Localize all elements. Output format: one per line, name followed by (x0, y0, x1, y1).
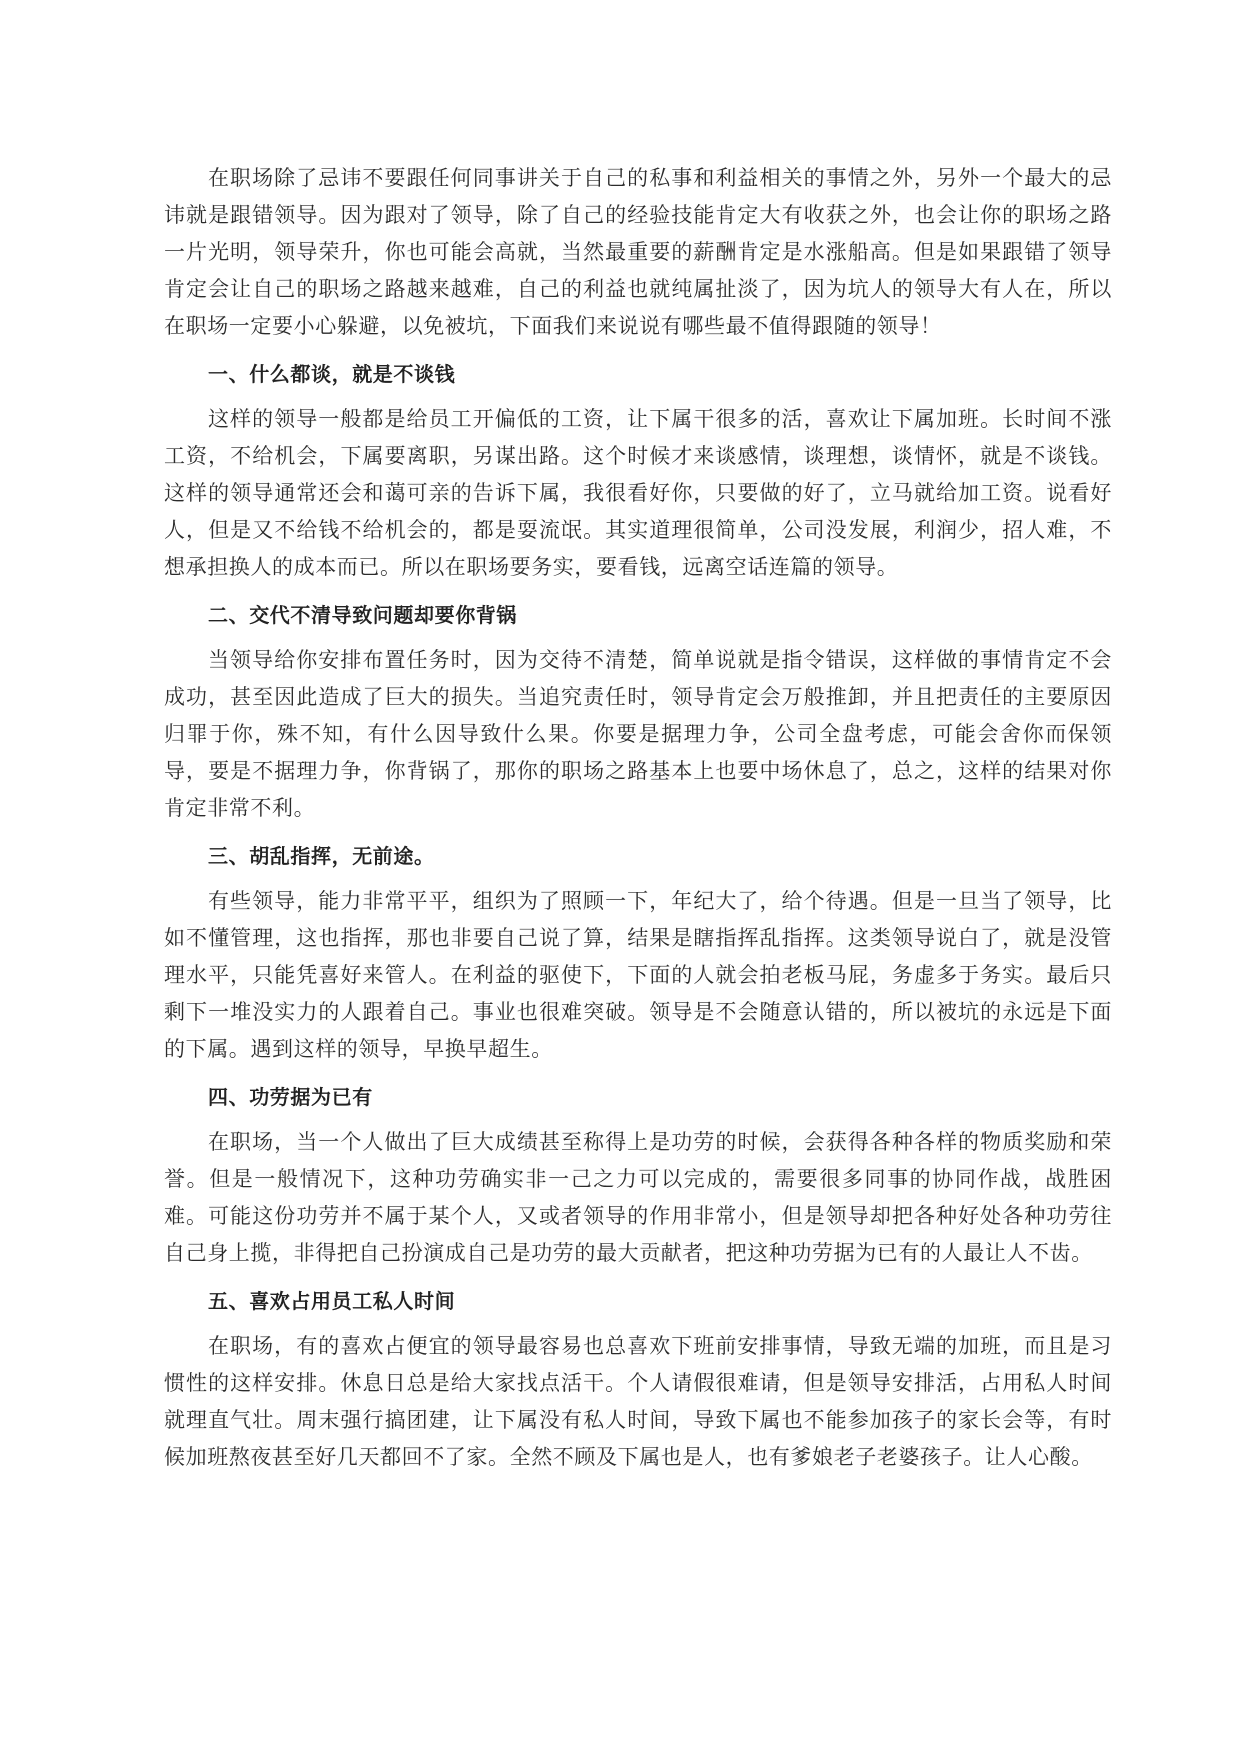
section-paragraph-5: 在职场，有的喜欢占便宜的领导最容易也总喜欢下班前安排事情，导致无端的加班，而且是习惯性的这样安排。休息日总是给大家找点活干。个人请假很难请，但是领导安排活，占用私人时间就理直气壮。周末强行搞团建，让下属没有私人时间，导致下属也不能参加孩子的家长会等，有时候加班熬夜甚至好几天都回不了家。全然不顾及下属也是人，也有爹娘老子老婆孩子。让人心酸。 (164, 1334, 1112, 1469)
section-heading-3: 三、胡乱指挥，无前途。 (208, 844, 435, 868)
article-body (164, 160, 1112, 1488)
intro-paragraph: 在职场除了忌讳不要跟任何同事讲关于自己的私事和利益相关的事情之外，另外一个最大的忌讳就是跟错领导。因为跟对了领导，除了自己的经验技能肯定大有收获之外，也会让你的职场之路一片光明，领导荣升，你也可能会高就，当然最重要的薪酬肯定是水涨船高。但是如果跟错了领导肯定会让自己的职场之路越来越难，自己的利益也就纯属扯淡了，因为坑人的领导大有人在，所以在职场一定要小心躲避，以免被坑，下面我们来说说有哪些最不值得跟随的领导！ (164, 166, 1112, 338)
section-heading-5: 五、喜欢占用员工私人时间 (208, 1289, 456, 1313)
section-paragraph-1: 这样的领导一般都是给员工开偏低的工资，让下属干很多的活，喜欢让下属加班。长时间不涨工资，不给机会，下属要离职，另谋出路。这个时候才来谈感情，谈理想，谈情怀，就是不谈钱。这样的领导通常还会和蔼可亲的告诉下属，我很看好你，只要做的好了，立马就给加工资。说看好人，但是又不给钱不给机会的，都是耍流氓。其实道理很简单，公司没发展，利润少，招人难，不想承担换人的成本而已。所以在职场要务实，要看钱，远离空话连篇的领导。 (164, 407, 1112, 579)
section-paragraph-4: 在职场，当一个人做出了巨大成绩甚至称得上是功劳的时候，会获得各种各样的物质奖励和荣誉。但是一般情况下，这种功劳确实非一己之力可以完成的，需要很多同事的协同作战，战胜困难。可能这份功劳并不属于某个人，又或者领导的作用非常小，但是领导却把各种好处各种功劳往自己身上揽，非得把自己扮演成自己是功劳的最大贡献者，把这种功劳据为已有的人最让人不齿。 (164, 1130, 1112, 1265)
section-heading-4: 四、功劳据为已有 (208, 1085, 373, 1109)
section-heading-2: 二、交代不清导致问题却要你背锅 (208, 603, 517, 627)
section-paragraph-2: 当领导给你安排布置任务时，因为交待不清楚，简单说就是指令错误，这样做的事情肯定不会成功，甚至因此造成了巨大的损失。当追究责任时，领导肯定会万般推卸，并且把责任的主要原因归罪于你，殊不知，有什么因导致什么果。你要是据理力争，公司全盘考虑，可能会舍你而保领导，要是不据理力争，你背锅了，那你的职场之路基本上也要中场休息了，总之，这样的结果对你肯定非常不利。 (164, 648, 1112, 820)
section-heading-1: 一、什么都谈，就是不谈钱 (208, 362, 456, 386)
section-paragraph-3: 有些领导，能力非常平平，组织为了照顾一下，年纪大了，给个待遇。但是一旦当了领导，比如不懂管理，这也指挥，那也非要自己说了算，结果是瞎指挥乱指挥。这类领导说白了，就是没管理水平，只能凭喜好来管人。在利益的驱使下，下面的人就会拍老板马屁，务虚多于务实。最后只剩下一堆没实力的人跟着自己。事业也很难突破。领导是不会随意认错的，所以被坑的永远是下面的下属。遇到这样的领导，早换早超生。 (164, 889, 1112, 1061)
